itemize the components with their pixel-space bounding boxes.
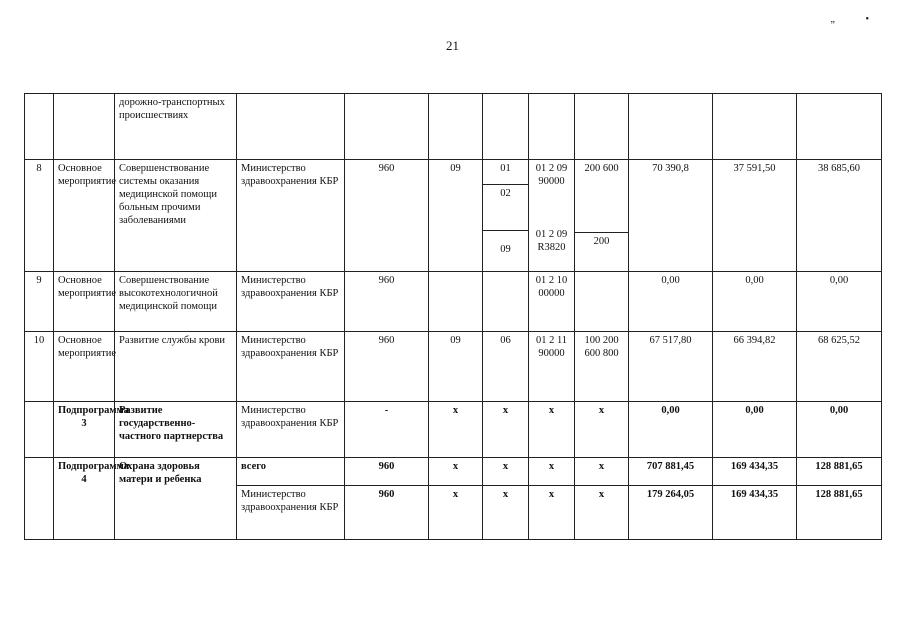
table-row xyxy=(25,272,882,332)
rz-code: 09 xyxy=(429,160,483,272)
pr-code: x xyxy=(483,402,529,458)
vr-code: 200 xyxy=(575,232,628,271)
executor: Министерство здравоохранения КБР xyxy=(237,486,345,540)
executor: Министерство здравоохранения КБР xyxy=(237,160,345,272)
executor: Министерство здравоохранения КБР xyxy=(237,272,345,332)
table-row xyxy=(25,160,882,272)
rz-code: 09 xyxy=(429,332,483,402)
grbs-code: 960 xyxy=(345,272,429,332)
measure-type: Основное мероприятие xyxy=(54,160,115,272)
grbs-code: 960 xyxy=(345,486,429,540)
table-row xyxy=(25,458,882,486)
amount-year-1: 0,00 xyxy=(629,402,713,458)
row-number: 8 xyxy=(25,160,54,272)
amount-year-1: 70 390,8 xyxy=(629,160,713,272)
executor: Министерство здравоохранения КБР xyxy=(237,332,345,402)
executor: всего xyxy=(237,458,345,486)
csr-codes xyxy=(529,160,575,272)
vr-code: x xyxy=(575,486,629,540)
csr-code: 01 2 09 R3820 xyxy=(535,229,568,253)
measure-name: дорожно-транспортных происшествиях xyxy=(115,94,237,160)
rz-code: x xyxy=(429,402,483,458)
measure-name: Совершенствование системы оказания медицинской помощи больным прочими заболеваниями xyxy=(115,160,237,272)
csr-code: 01 2 10 00000 xyxy=(529,272,575,332)
amount-year-2: 0,00 xyxy=(713,402,797,458)
subprogram-name: Развитие государственно-частного партнерства xyxy=(115,402,237,458)
rz-code: x xyxy=(429,486,483,540)
vr-code: 100 200 600 800 xyxy=(575,332,629,402)
vr-codes xyxy=(575,160,629,272)
csr-code: x xyxy=(529,458,575,486)
table-row xyxy=(25,402,882,458)
budget-table xyxy=(24,93,882,540)
executor: Министерство здравоохранения КБР xyxy=(237,402,345,458)
csr-code: x xyxy=(529,486,575,540)
vr-code: x xyxy=(575,402,629,458)
grbs-code: 960 xyxy=(345,332,429,402)
vr-code xyxy=(575,272,629,332)
amount-year-3: 128 881,65 xyxy=(797,458,882,486)
grbs-code: - xyxy=(345,402,429,458)
rz-code xyxy=(429,272,483,332)
pr-code: x xyxy=(483,458,529,486)
page-number: 21 xyxy=(446,38,459,53)
table-row xyxy=(25,94,882,160)
subprogram-type: Подпрограмма 3 xyxy=(54,402,115,458)
vr-code: 200 600 xyxy=(584,163,619,174)
measure-type: Основное мероприятие xyxy=(54,332,115,402)
amount-year-1: 67 517,80 xyxy=(629,332,713,402)
amount-year-3: 128 881,65 xyxy=(797,486,882,540)
grbs-code: 960 xyxy=(345,458,429,486)
grbs-code: 960 xyxy=(345,160,429,272)
table-row xyxy=(25,332,882,402)
amount-year-3: 0,00 xyxy=(797,402,882,458)
amount-year-2: 66 394,82 xyxy=(713,332,797,402)
amount-year-2: 169 434,35 xyxy=(713,486,797,540)
subprogram-name: Охрана здоровья матери и ребенка xyxy=(115,458,237,540)
pr-code: 02 xyxy=(483,184,528,230)
amount-year-3: 68 625,52 xyxy=(797,332,882,402)
pr-code: 06 xyxy=(483,332,529,402)
subprogram-type: Подпрограмма 4 xyxy=(54,458,115,540)
amount-year-3: 38 685,60 xyxy=(797,160,882,272)
amount-year-1: 179 264,05 xyxy=(629,486,713,540)
measure-name: Развитие службы крови xyxy=(115,332,237,402)
measure-type: Основное мероприятие xyxy=(54,272,115,332)
measure-name: Совершенствование высокотехнологичной медицинской помощи xyxy=(115,272,237,332)
pr-code: x xyxy=(483,486,529,540)
csr-code: x xyxy=(529,402,575,458)
csr-code: 01 2 09 90000 xyxy=(535,163,568,187)
amount-year-2: 0,00 xyxy=(713,272,797,332)
pr-code: 09 xyxy=(483,230,528,271)
row-number: 9 xyxy=(25,272,54,332)
vr-code: x xyxy=(575,458,629,486)
amount-year-2: 37 591,50 xyxy=(713,160,797,272)
csr-code: 01 2 11 90000 xyxy=(529,332,575,402)
amount-year-1: 707 881,45 xyxy=(629,458,713,486)
amount-year-2: 169 434,35 xyxy=(713,458,797,486)
row-number: 10 xyxy=(25,332,54,402)
pr-code: 01 xyxy=(500,163,511,174)
corner-marks: „ • xyxy=(830,14,883,25)
rz-code: x xyxy=(429,458,483,486)
amount-year-3: 0,00 xyxy=(797,272,882,332)
amount-year-1: 0,00 xyxy=(629,272,713,332)
pr-code xyxy=(483,272,529,332)
pr-codes xyxy=(483,160,529,272)
